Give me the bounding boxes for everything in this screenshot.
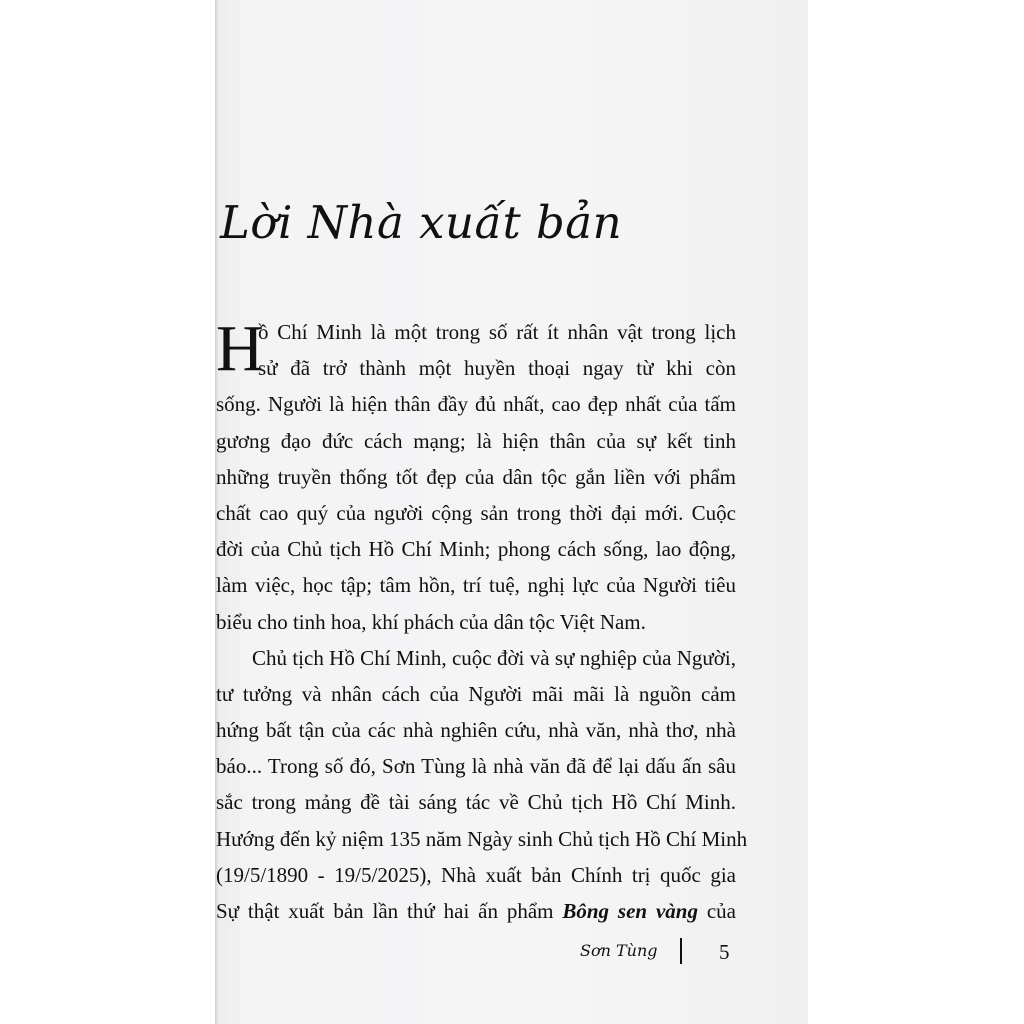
text-line: (19/5/1890 - 19/5/2025), Nhà xuất bản Chính trị quốc gia — [216, 862, 736, 887]
text-line: Chủ tịch Hồ Chí Minh, cuộc đời và sự nghiệp của Người, — [252, 645, 736, 670]
text-line: làm việc, học tập; tâm hồn, trí tuệ, nghị lực của Người tiêu — [216, 573, 736, 598]
text-line: những truyền thống tốt đẹp của dân tộc gắn liền với phẩm — [216, 464, 736, 489]
body-text — [216, 312, 748, 929]
text-line: sống. Người là hiện thân đầy đủ nhất, cao đẹp nhất của tấm — [216, 392, 736, 417]
text-line: tư tưởng và nhân cách của Người mãi mãi là nguồn cảm — [216, 681, 736, 706]
text-line: sử đã trở thành một huyền thoại ngay từ khi còn — [258, 356, 736, 381]
paragraph-2 — [216, 640, 748, 930]
text-line: đời của Chủ tịch Hồ Chí Minh; phong cách sống, lao động, — [216, 537, 736, 562]
text-line — [216, 893, 736, 929]
text-line: biểu cho tinh hoa, khí phách của dân tộc Việt Nam. — [216, 609, 646, 634]
footer-divider — [680, 938, 682, 964]
page-heading: Lời Nhà xuất bản — [220, 196, 623, 249]
text-segment: Sự thật xuất bản lần thứ hai ấn phẩm — [216, 899, 563, 923]
text-segment: của — [697, 899, 736, 923]
page-number: 5 — [719, 940, 730, 964]
text-line: hứng bất tận của các nhà nghiên cứu, nhà văn, nhà thơ, nhà — [216, 718, 736, 743]
text-line: Hướng đến kỷ niệm 135 năm Ngày sinh Chủ tịch Hồ Chí Minh — [216, 826, 748, 851]
text-line: chất cao quý của người cộng sản trong thời đại mới. Cuộc — [216, 500, 736, 525]
book-title: Bông sen vàng — [562, 899, 698, 923]
text-line: sắc trong mảng đề tài sáng tác về Chủ tịch Hồ Chí Minh. — [216, 790, 736, 815]
paragraph-1 — [216, 314, 736, 640]
text-line: báo... Trong số đó, Sơn Tùng là nhà văn đã để lại dấu ấn sâu — [216, 754, 736, 779]
text-line: ồ Chí Minh là một trong số rất ít nhân vật trong lịch — [258, 320, 736, 344]
running-footer-author: Sơn Tùng — [580, 941, 658, 960]
drop-cap: H — [216, 312, 264, 385]
text-line: gương đạo đức cách mạng; là hiện thân của sự kết tinh — [216, 428, 736, 453]
